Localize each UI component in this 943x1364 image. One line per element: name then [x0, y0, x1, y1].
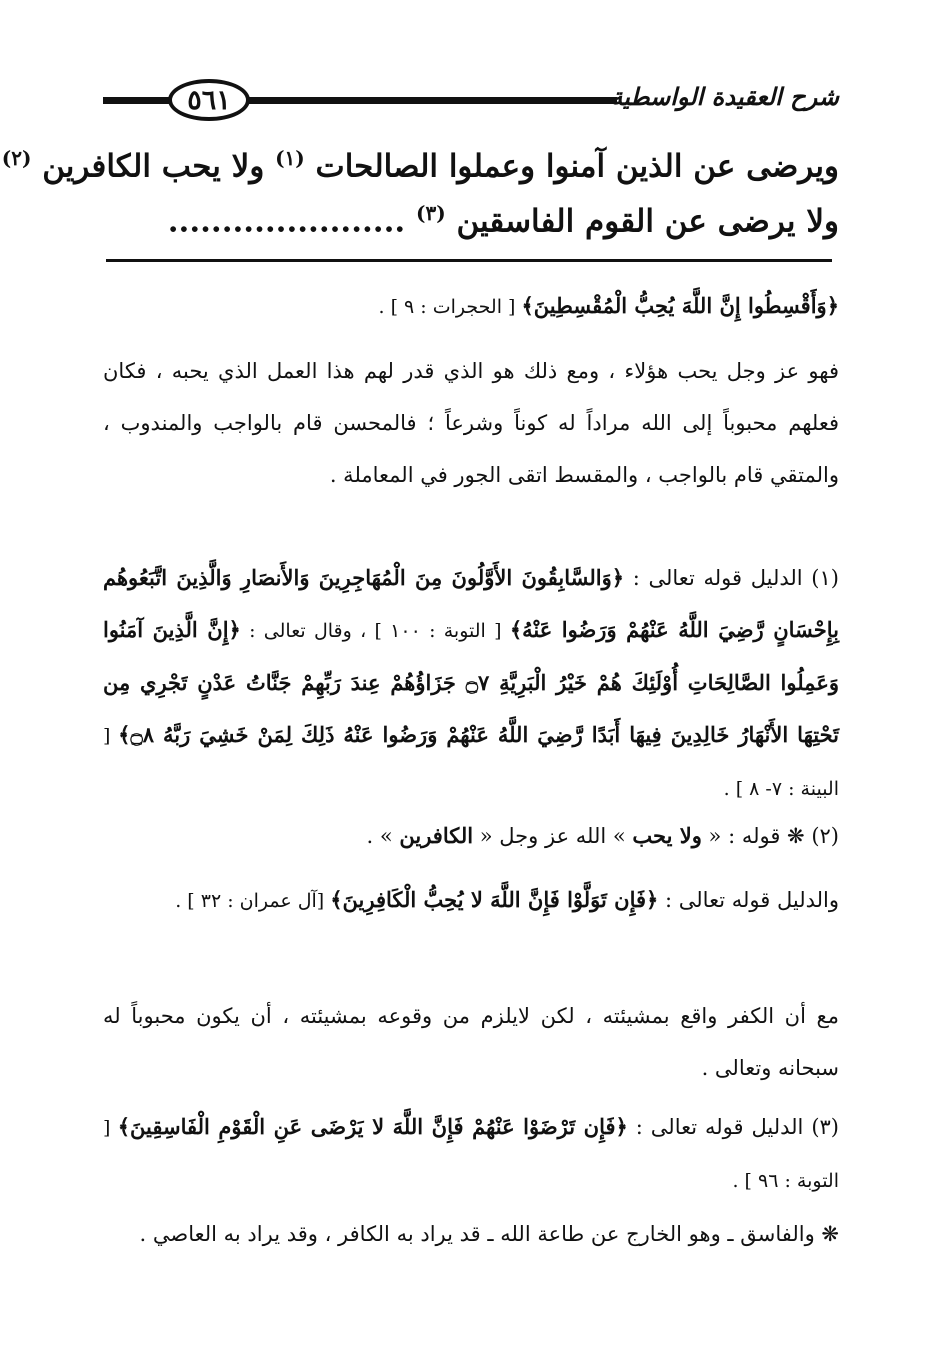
matn-line-1 [1, 146, 839, 185]
header-rule-right [245, 97, 617, 104]
page-number-badge: ٥٦١ [168, 79, 250, 121]
footnote-1 [103, 552, 839, 815]
verse-reference: [ الحجرات : ٩ ] . [378, 296, 522, 318]
verse-reference: [آل عمران : ٣٢ ] . [175, 890, 331, 912]
footnote-3 [103, 1101, 839, 1207]
matn-line-2 [99, 201, 839, 239]
text: » الله عز وجل « [473, 824, 633, 848]
bold-term: ولا يحب [632, 823, 702, 848]
paragraph-will: مع أن الكفر واقع بمشيئته ، لكن لايلزم من وقوعه بمشيئته ، أن يكون محبوباً له سبحانه وتعالى . [103, 1004, 839, 1080]
quran-quote: ﴿وَأَقْسِطُوا إِنَّ اللَّهَ يُحِبُّ الْمُقْسِطِينَ﴾ [521, 293, 839, 318]
matn-dots: ...................... [167, 203, 416, 240]
paragraph-verse-hujurat [103, 280, 839, 333]
footnote-intro: (٣) الدليل قوله تعالى : [627, 1115, 839, 1139]
quran-quote: ﴿إِنَّ الَّذِينَ آمَنُوا وَعَمِلُوا الصَّالِحَاتِ أُوْلَئِكَ هُمْ خَيْرُ الْبَرِيَّةِ ۝٧ جَزَاؤُهُمْ عِندَ رَبِّهِمْ جَنَّاتُ عَدْنٍ تَجْرِي مِن تَحْتِهَا الأَنْهَارُ خَالِدِينَ فِيهَا أَبَدًا رَّضِيَ اللَّهُ عَنْهُمْ وَرَضُوا عَنْهُ ذَلِكَ لِمَنْ خَشِيَ رَبَّهُ ۝٨﴾ [103, 617, 839, 747]
verse-reference: [ التوبة : ١٠٠ ] ، وقال تعالى : [240, 620, 510, 642]
paragraph-explanation: فهو عز وجل يحب هؤلاء ، ومع ذلك هو الذي قدر لهم هذا العمل الذي يحبه ، فكان فعلهم محبوباً إلى الله مراداً له كوناً وشرعاً ؛ فالمحسن قام بالواجب والمندوب ، والمتقي قام بالواجب ، والمقسط اتقى الجور في المعاملة . [103, 359, 839, 487]
matn-text: ويرضى عن الذين آمنوا وعملوا الصالحات [304, 148, 839, 185]
bold-term: الكافرين [399, 823, 474, 848]
quran-quote: ﴿فَإِن تَوَلَّوْا فَإِنَّ اللَّهَ لا يُحِبُّ الْكَافِرِينَ﴾ [330, 887, 659, 912]
verse-reference: [ التوبة : ٩٦ ] . [103, 1117, 839, 1192]
text: والدليل قوله تعالى : [658, 888, 839, 912]
text: (٢) ❋ قوله : « [701, 824, 839, 848]
book-title: شرح العقيدة الواسطية [610, 82, 839, 111]
matn-text: ولا يحب الكافرين [31, 148, 276, 185]
quran-quote: ﴿وَالسَّابِقُونَ الأَوَّلُونَ مِنَ الْمُهَاجِرِينَ وَالأَنصَارِ وَالَّذِينَ اتَّبَعُوهُم بِإِحْسَانٍ رَّضِيَ اللَّهُ عَنْهُمْ وَرَضُوا عَنْهُ﴾ [103, 565, 839, 642]
footnote-2 [103, 810, 839, 862]
verse-reference: [ البينة : ٧- ٨ ] . [103, 725, 839, 800]
paragraph-fasiq: ❋ والفاسق ـ وهو الخارج عن طاعة الله ـ قد يراد به الكافر ، وقد يراد به العاصي . [139, 1222, 839, 1246]
footnote-intro: (١) الدليل قوله تعالى : [624, 566, 839, 590]
footnote-divider [106, 259, 832, 262]
footnote-marker-2: (٢) [1, 146, 32, 170]
matn-text: ولا يرضى عن القوم الفاسقين [445, 203, 839, 240]
footnote-marker-3: (٣) [415, 201, 446, 225]
text: » . [366, 824, 400, 848]
footnote-marker-1: (١) [275, 146, 305, 170]
quran-quote: ﴿فَإِن تَرْضَوْا عَنْهُمْ فَإِنَّ اللَّهَ لا يَرْضَى عَنِ الْقَوْمِ الْفَاسِقِينَ﴾ [117, 1114, 628, 1139]
paragraph-evidence-al-imran [103, 874, 839, 927]
